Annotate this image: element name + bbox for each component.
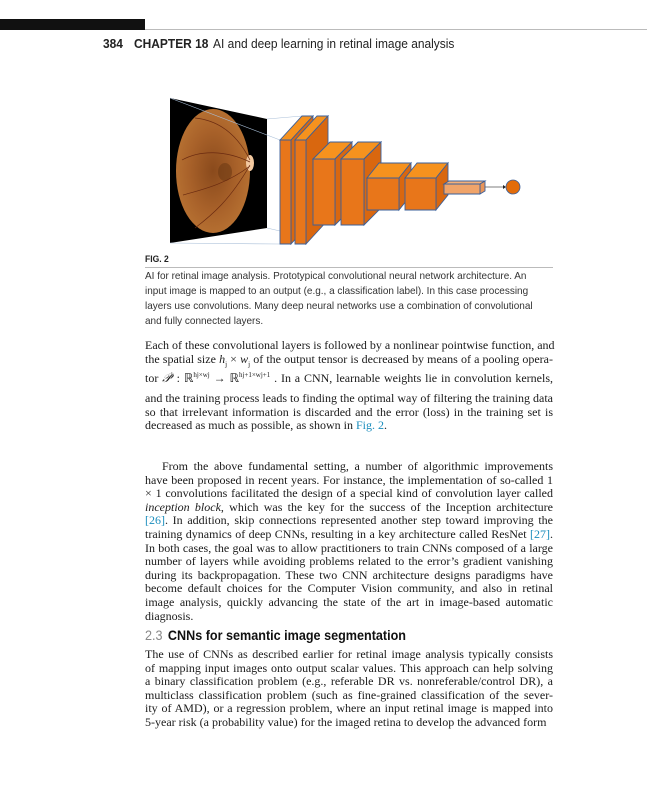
layer-face <box>280 140 291 244</box>
text-span: , which was the key for the success of the Inception architecture <box>220 499 553 514</box>
chapter-number: CHAPTER 18 <box>134 36 209 51</box>
text-span: have been proposed in recent years. For instance, the implementation of so-called 1 <box>145 472 553 487</box>
section-number: 2.3 <box>145 627 163 643</box>
text-span: The use of CNNs as described earlier for retinal image analysis typically consists <box>145 647 553 661</box>
text-span: image analysis, quickly advancing the state of the art in image-based automatic <box>145 594 553 609</box>
text-span: Each of these convolutional layers is followed by a nonlinear pointwise function, and <box>145 338 555 352</box>
layer-face <box>367 178 399 210</box>
figure-caption <box>145 269 548 329</box>
text-line <box>145 419 553 433</box>
text-span: multiclass classification problem (such as fine-grained classification of the sever- <box>145 687 553 702</box>
text-span: training dynamics of deep CNNs, resulting in a key architecture called ResNet <box>145 526 530 541</box>
text-span: number of layers while avoiding problems related to the error’s gradient vanishing <box>145 554 553 569</box>
text-line <box>145 501 553 515</box>
body-paragraph-3 <box>145 648 553 730</box>
caption-line: AI for retinal image analysis. Prototypical convolutional neural network architecture. An <box>145 271 527 282</box>
text-span: w <box>240 351 249 366</box>
header-bar <box>0 19 145 30</box>
header-rule <box>145 29 647 30</box>
text-line <box>145 555 553 569</box>
text-span: of the output tensor is decreased by means of a pooling opera- <box>250 351 554 366</box>
layer-face <box>341 159 364 225</box>
figure-rule <box>145 267 553 268</box>
fully-connected-layer <box>444 181 485 194</box>
text-span: × 1 convolutions facilitated the design of a special kind of convolution layer called <box>145 486 553 501</box>
text-line <box>145 406 553 420</box>
text-line <box>145 460 553 474</box>
text-line <box>145 366 553 392</box>
text-line <box>145 392 553 406</box>
layer-face <box>313 159 335 225</box>
text-line <box>145 528 553 542</box>
body-paragraph-1 <box>145 339 553 433</box>
text-line <box>145 353 553 367</box>
text-span: In both cases, the goal was to allow practitioners to train CNNs composed of a large <box>145 540 553 555</box>
output-node <box>506 180 520 194</box>
conv-layer <box>367 163 411 210</box>
input-retinal-image <box>170 98 267 243</box>
text-span: a binary classification problem (e.g., referable DR vs. nonreferable/control DR), a <box>145 674 553 689</box>
text-span: × <box>227 351 241 366</box>
text-line <box>145 716 553 730</box>
text-span: hj×wj <box>193 371 210 380</box>
text-span: . In addition, skip connections represented another step toward improving the <box>165 513 553 528</box>
section-title: CNNs for semantic image segmentation <box>167 627 406 643</box>
text-line <box>145 514 553 528</box>
arrow-head-icon <box>503 185 506 189</box>
running-header <box>103 36 454 51</box>
text-line <box>145 648 553 662</box>
text-span: and the training process leads to finding the optimal way of filtering the training data <box>145 391 553 406</box>
text-span: j <box>170 371 173 380</box>
page-number: 384 <box>103 36 123 51</box>
text-line <box>145 474 553 488</box>
text-span: . <box>383 418 387 433</box>
cnn-architecture-figure <box>160 90 540 250</box>
text-span: hj+1×wj+1 <box>238 371 271 380</box>
text-line <box>145 487 553 501</box>
text-span: tor <box>145 371 163 386</box>
text-span: : ℝ <box>172 371 194 386</box>
text-span: become default choices for the Computer Vision community, and also in retinal <box>145 581 553 596</box>
body-paragraph-2 <box>145 460 553 623</box>
text-span: ity of AMD), or a regression problem, where an input retinal image is mapped into <box>145 701 553 716</box>
text-span: From the above fundamental setting, a number of algorithmic improvements <box>162 459 553 473</box>
text-span: . In a CNN, learnable weights lie in convolution kernels, <box>270 371 553 386</box>
text-line <box>145 610 553 624</box>
text-line <box>145 339 553 353</box>
text-span: 5-year risk (a probability value) for the imaged retina to develop the advanced form <box>145 714 547 729</box>
text-span: so that irrelevant information is discarded and the error (loss) in the training set is <box>145 404 553 419</box>
text-line <box>145 569 553 583</box>
reference-link[interactable]: Fig. 2 <box>355 418 384 433</box>
text-line <box>145 675 553 689</box>
text-line <box>145 582 553 596</box>
text-line <box>145 662 553 676</box>
text-line <box>145 596 553 610</box>
text-span: diagnosis. <box>145 608 194 623</box>
chapter-title: AI and deep learning in retinal image analysis <box>213 36 455 51</box>
text-span: . <box>550 526 553 541</box>
section-heading <box>145 627 406 643</box>
text-span: h <box>219 351 226 366</box>
layer-face <box>405 178 436 210</box>
reference-link[interactable]: [26] <box>145 513 165 528</box>
conv-layers <box>280 116 485 244</box>
figure-label: FIG. 2 <box>145 254 169 265</box>
caption-line: and fully connected layers. <box>145 316 264 327</box>
text-line <box>145 689 553 703</box>
text-span: of mapping input images onto output scalar values. This approach can help solving <box>145 660 553 675</box>
layer-face <box>444 184 480 194</box>
text-span: 𝒫 <box>162 371 171 386</box>
text-span: inception block <box>145 499 221 514</box>
text-span: j <box>248 359 251 368</box>
caption-line: layers use convolutions. Many deep neural networks use a combination of convolutional <box>145 301 533 312</box>
layer-face <box>295 140 306 244</box>
text-span: the spatial size <box>145 351 220 366</box>
text-span: → ℝ <box>209 371 239 386</box>
text-span: during its backpropagation. These two CNN architecture designs paradigms have <box>145 567 553 582</box>
text-line <box>145 542 553 556</box>
reference-link[interactable]: [27] <box>530 526 550 541</box>
text-line <box>145 702 553 716</box>
caption-line: input image is mapped to an output (e.g., a classification label). In this case processing <box>145 286 529 297</box>
text-span: j <box>225 359 228 368</box>
conv-layer <box>405 163 448 210</box>
text-span: decreased as much as possible, as shown in <box>145 418 356 433</box>
